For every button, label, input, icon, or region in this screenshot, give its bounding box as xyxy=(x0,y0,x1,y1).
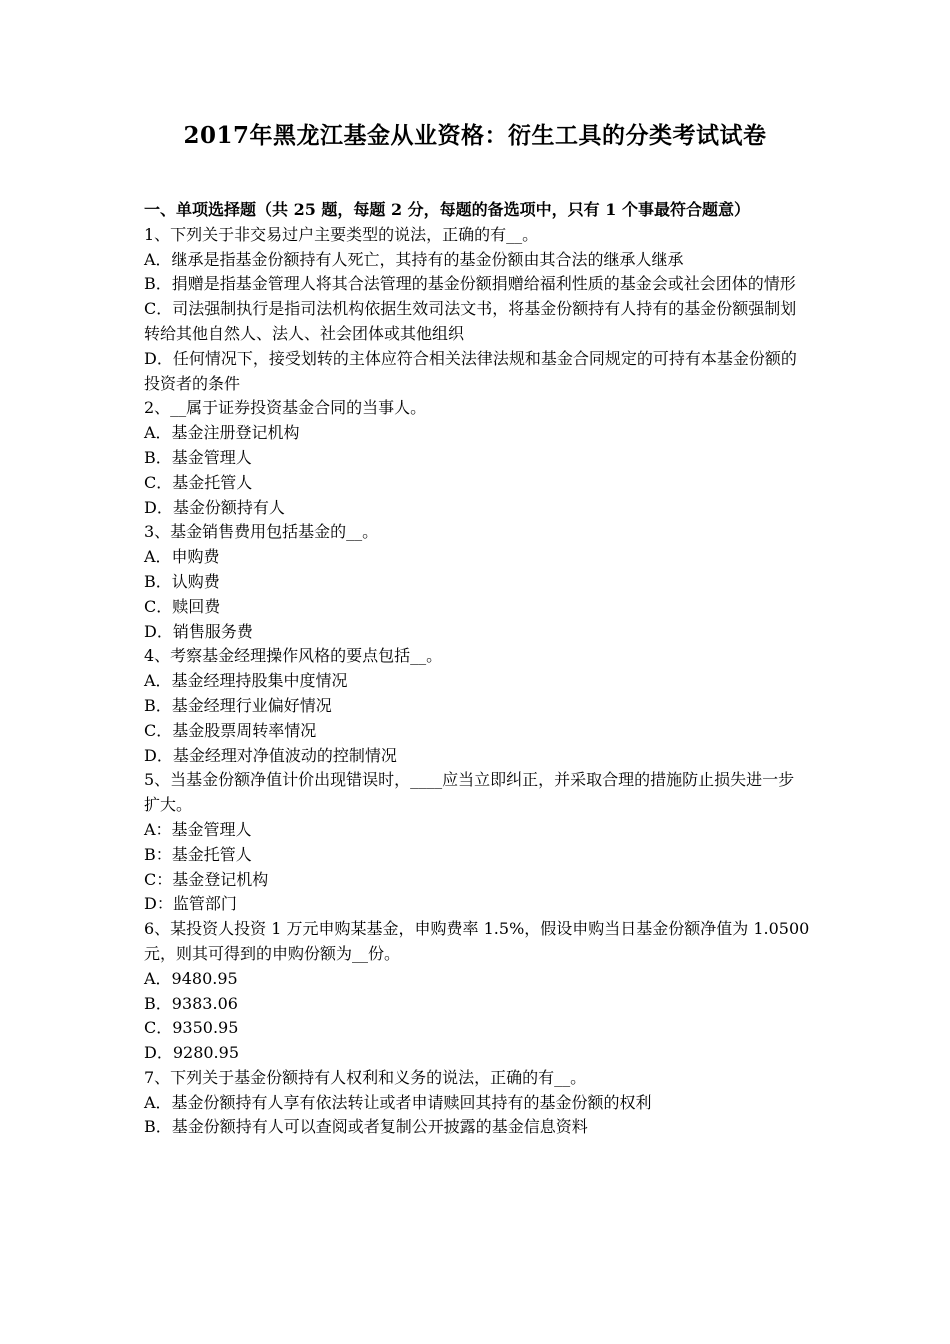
question-option: D．9280.95 xyxy=(144,1043,239,1063)
question-option: D．任何情况下，接受划转的主体应符合相关法律法规和基金合同规定的可持有本基金份额的投资者的条件 xyxy=(144,348,797,393)
question-option: D．基金份额持有人 xyxy=(144,497,285,517)
question-option: A．继承是指基金份额持有人死亡，其持有的基金份额由其合法的继承人继承 xyxy=(144,249,684,269)
question-option: C．赎回费 xyxy=(144,596,221,616)
question-option: A：基金管理人 xyxy=(144,819,252,839)
question-option: B：基金托管人 xyxy=(144,844,252,864)
document-title: 2017年黑龙江基金从业资格：衍生工具的分类考试试卷 xyxy=(183,122,767,149)
question-option: B．基金份额持有人可以查阅或者复制公开披露的基金信息资料 xyxy=(144,1117,588,1137)
question-option: A．申购费 xyxy=(144,547,220,567)
question-option: B．捐赠是指基金管理人将其合法管理的基金份额捐赠给福利性质的基金会或社会团体的情形 xyxy=(144,274,796,294)
question-option: A．基金经理持股集中度情况 xyxy=(144,671,348,691)
question-option: B．9383.06 xyxy=(144,993,238,1013)
question-stem: 2、__属于证券投资基金合同的当事人。 xyxy=(144,398,427,418)
document-body xyxy=(144,198,810,1140)
question-option: A．9480.95 xyxy=(144,968,238,988)
question-option: B．基金经理行业偏好情况 xyxy=(144,695,332,715)
question-stem: 1、下列关于非交易过户主要类型的说法，正确的有__。 xyxy=(144,224,539,244)
question-option: D：监管部门 xyxy=(144,894,237,914)
question-option: C：基金登记机构 xyxy=(144,869,269,889)
question-option: A．基金注册登记机构 xyxy=(144,423,300,443)
question-stem: 7、下列关于基金份额持有人权利和义务的说法，正确的有__。 xyxy=(144,1067,587,1087)
question-stem: 6、某投资人投资 1 万元申购某基金，申购费率 1.5%，假设申购当日基金份额净值为 1.0500 元，则其可得到的申购份额为__份。 xyxy=(144,919,810,963)
question-option: C．司法强制执行是指司法机构依据生效司法文书，将基金份额持有人持有的基金份额强制划转给其他自然人、法人、社会团体或其他组织 xyxy=(144,299,797,343)
question-stem: 4、考察基金经理操作风格的要点包括__。 xyxy=(144,646,443,666)
section-heading: 一、单项选择题（共 25 题，每题 2 分，每题的备选项中，只有 1 个事最符合题意） xyxy=(144,200,750,219)
question-option: B．认购费 xyxy=(144,571,220,591)
question-option: D．基金经理对净值波动的控制情况 xyxy=(144,745,397,765)
question-option: B．基金管理人 xyxy=(144,447,252,467)
question-option: C．基金股票周转率情况 xyxy=(144,720,317,740)
question-stem: 3、基金销售费用包括基金的__。 xyxy=(144,522,379,542)
question-stem: 5、当基金份额净值计价出现错误时，____应当立即纠正，并采取合理的措施防止损失进一步扩大。 xyxy=(144,770,795,815)
question-option: A．基金份额持有人享有依法转让或者申请赎回其持有的基金份额的权利 xyxy=(144,1092,652,1112)
question-option: C．9350.95 xyxy=(144,1018,239,1038)
question-option: D．销售服务费 xyxy=(144,621,253,641)
question-option: C．基金托管人 xyxy=(144,472,253,492)
